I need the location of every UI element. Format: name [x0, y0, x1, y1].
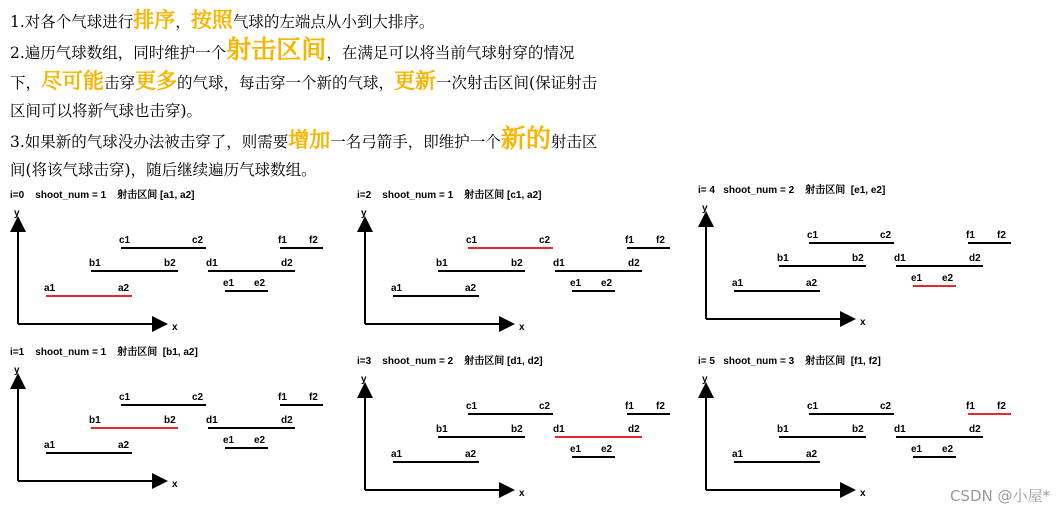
watermark: CSDN @小屋*: [949, 487, 1050, 505]
body-text: 击穿: [104, 74, 136, 92]
step-2: [10, 36, 600, 125]
step-1: [10, 6, 600, 36]
x-axis-label: x: [519, 488, 525, 499]
balloon-c-left-label: c1: [119, 392, 131, 403]
balloon-d-left-label: d1: [553, 258, 565, 269]
balloon-b-left-label: b1: [777, 424, 789, 435]
balloon-e-left-label: e1: [570, 278, 582, 289]
panel-i0: [10, 186, 350, 346]
balloon-b-left-label: b1: [777, 253, 789, 264]
panel-title: i= 4 shoot_num = 2 射击区间 [e1, e2]: [698, 185, 886, 196]
balloon-c-right-label: c2: [539, 401, 551, 412]
balloon-e-left-label: e1: [570, 444, 582, 455]
balloon-c-left-label: c1: [466, 235, 478, 246]
panel-title: i=0 shoot_num = 1 射击区间 [a1, a2]: [10, 190, 195, 201]
x-axis-label: x: [519, 322, 525, 333]
y-axis-label: y: [14, 208, 20, 219]
balloon-f-left-label: f1: [625, 401, 634, 412]
balloon-a-left-label: a1: [391, 449, 403, 460]
body-text: 一名弓箭手，即维护一个: [330, 133, 501, 151]
balloon-d-right-label: d2: [628, 424, 640, 435]
balloon-d-right-label: d2: [281, 258, 293, 269]
balloon-b-right-label: b2: [852, 424, 864, 435]
body-text: ，: [175, 13, 191, 31]
balloon-a-right-label: a2: [806, 449, 818, 460]
balloon-diagram: [10, 186, 350, 346]
balloon-f-right-label: f2: [997, 230, 1006, 241]
body-text: 的气球，每击穿一个新的气球，: [177, 74, 395, 92]
highlight-text: 按照: [190, 8, 233, 32]
balloon-diagram: [357, 352, 697, 512]
balloon-f-right-label: f2: [997, 401, 1006, 412]
balloon-a-right-label: a2: [118, 283, 130, 294]
balloon-d-right-label: d2: [969, 253, 981, 264]
balloon-d-right-label: d2: [281, 415, 293, 426]
x-axis-label: x: [860, 488, 866, 499]
balloon-b-right-label: b2: [511, 424, 523, 435]
body-text: 1.对各个气球进行: [10, 13, 134, 31]
explanation-text: [10, 6, 600, 184]
panel-title: i=2 shoot_num = 1 射击区间 [c1, a2]: [357, 190, 542, 201]
highlight-text: 射击区间: [226, 35, 327, 64]
panel-i4: [698, 181, 1038, 341]
balloon-c-left-label: c1: [807, 230, 819, 241]
balloon-a-right-label: a2: [118, 440, 130, 451]
balloon-f-right-label: f2: [656, 401, 665, 412]
balloon-e-left-label: e1: [223, 435, 235, 446]
balloon-d-left-label: d1: [206, 258, 218, 269]
balloon-b-left-label: b1: [89, 415, 101, 426]
x-axis-label: x: [860, 317, 866, 328]
balloon-e-right-label: e2: [942, 273, 954, 284]
highlight-text: 新的: [500, 124, 551, 153]
balloon-c-left-label: c1: [119, 235, 131, 246]
balloon-b-right-label: b2: [164, 415, 176, 426]
y-axis-label: y: [361, 208, 367, 219]
x-axis-label: x: [172, 322, 178, 333]
balloon-e-left-label: e1: [911, 273, 923, 284]
balloon-a-right-label: a2: [806, 278, 818, 289]
balloon-a-left-label: a1: [391, 283, 403, 294]
balloon-c-left-label: c1: [807, 401, 819, 412]
panel-i1: [10, 343, 350, 503]
x-axis-label: x: [172, 479, 178, 490]
highlight-text: 更多: [135, 69, 178, 93]
panel-title: i=1 shoot_num = 1 射击区间 [b1, a2]: [10, 347, 198, 358]
balloon-c-left-label: c1: [466, 401, 478, 412]
balloon-diagram: [357, 186, 697, 346]
body-text: 一次射击区间(保证射击区间可以将新气球也击穿)。: [10, 74, 598, 120]
balloon-b-right-label: b2: [164, 258, 176, 269]
balloon-f-right-label: f2: [656, 235, 665, 246]
panel-i2: [357, 186, 697, 346]
balloon-e-right-label: e2: [601, 444, 613, 455]
balloon-a-left-label: a1: [732, 278, 744, 289]
balloon-a-left-label: a1: [732, 449, 744, 460]
balloon-a-left-label: a1: [44, 440, 56, 451]
balloon-b-left-label: b1: [436, 258, 448, 269]
balloon-f-left-label: f1: [966, 401, 975, 412]
balloon-c-right-label: c2: [192, 392, 204, 403]
balloon-f-left-label: f1: [966, 230, 975, 241]
balloon-d-left-label: d1: [553, 424, 565, 435]
panel-title: i=3 shoot_num = 2 射击区间 [d1, d2]: [357, 356, 543, 367]
balloon-b-right-label: b2: [511, 258, 523, 269]
balloon-b-right-label: b2: [852, 253, 864, 264]
balloon-e-left-label: e1: [223, 278, 235, 289]
balloon-a-right-label: a2: [465, 283, 477, 294]
balloon-diagram: [698, 181, 1038, 341]
balloon-d-left-label: d1: [206, 415, 218, 426]
balloon-d-right-label: d2: [628, 258, 640, 269]
panel-title: i= 5 shoot_num = 3 射击区间 [f1, f2]: [698, 356, 881, 367]
body-text: 射击区间(将该气球击穿)，随后继续遍历气球数组。: [10, 133, 598, 179]
panel-i3: [357, 352, 697, 512]
body-text: 气球的左端点从小到大排序。: [232, 13, 435, 31]
highlight-text: 增加: [288, 128, 331, 152]
balloon-c-right-label: c2: [539, 235, 551, 246]
balloon-e-right-label: e2: [601, 278, 613, 289]
step-3: [10, 125, 600, 184]
balloon-f-right-label: f2: [309, 235, 318, 246]
balloon-e-right-label: e2: [942, 444, 954, 455]
y-axis-label: y: [702, 203, 708, 214]
balloon-e-right-label: e2: [254, 278, 266, 289]
balloon-c-right-label: c2: [880, 401, 892, 412]
balloon-a-right-label: a2: [465, 449, 477, 460]
body-text: 3.如果新的气球没办法被击穿了，则需要: [10, 133, 289, 151]
balloon-d-left-label: d1: [894, 424, 906, 435]
balloon-diagram: [10, 343, 350, 503]
balloon-b-left-label: b1: [89, 258, 101, 269]
y-axis-label: y: [14, 365, 20, 376]
highlight-text: 尽可能: [41, 69, 105, 93]
balloon-f-left-label: f1: [625, 235, 634, 246]
highlight-text: 更新: [394, 69, 437, 93]
balloon-f-right-label: f2: [309, 392, 318, 403]
highlight-text: 排序: [133, 8, 176, 32]
balloon-a-left-label: a1: [44, 283, 56, 294]
balloon-c-right-label: c2: [880, 230, 892, 241]
y-axis-label: y: [361, 374, 367, 385]
balloon-d-left-label: d1: [894, 253, 906, 264]
balloon-e-right-label: e2: [254, 435, 266, 446]
balloon-c-right-label: c2: [192, 235, 204, 246]
y-axis-label: y: [702, 374, 708, 385]
balloon-d-right-label: d2: [969, 424, 981, 435]
balloon-f-left-label: f1: [278, 235, 287, 246]
balloon-f-left-label: f1: [278, 392, 287, 403]
balloon-b-left-label: b1: [436, 424, 448, 435]
body-text: 2.遍历气球数组，同时维护一个: [10, 44, 227, 62]
balloon-e-left-label: e1: [911, 444, 923, 455]
body-text: ，在满足可以将当前气球射穿的情况下，: [10, 44, 575, 92]
